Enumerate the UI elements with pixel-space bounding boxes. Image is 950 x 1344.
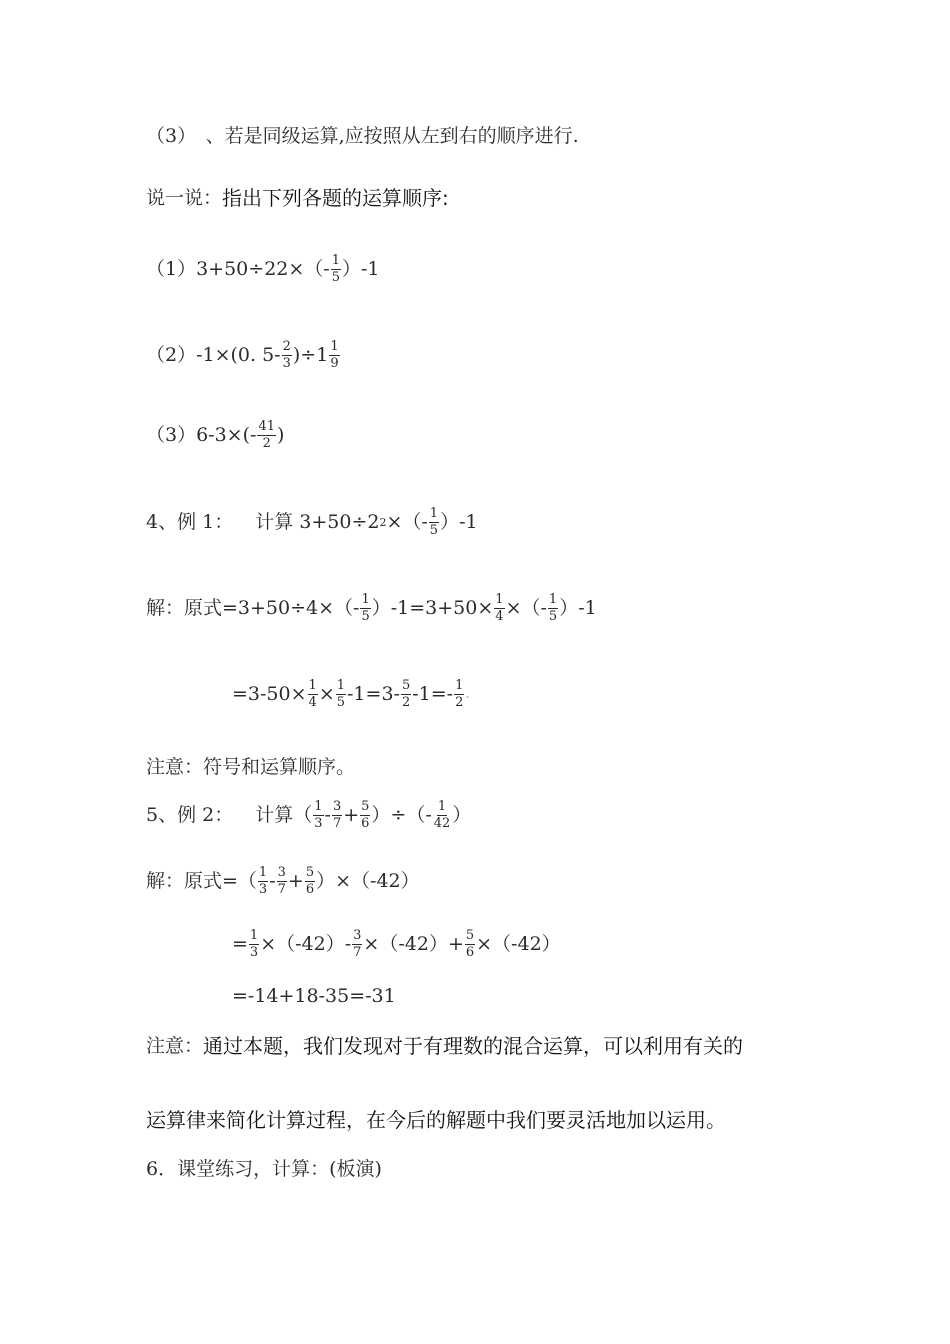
fraction: $\frac{1}{3}$ [314, 799, 323, 831]
fraction: $\frac{5}{6}$ [305, 865, 315, 897]
question-3: （3）6-3×(- $\frac{41}{2}$ ) [146, 419, 285, 451]
note-2-continued: 运算律来简化计算过程，在今后的解题中我们要灵活地加以运用。 [146, 1108, 726, 1132]
fraction: $\frac{3}{7}$ [332, 799, 342, 831]
say-prompt: 说一说： 指出下列各题的运算顺序: [146, 186, 449, 210]
fraction: $\frac{1}{5}$ [429, 506, 439, 538]
fraction: $\frac{1}{42}$ [433, 799, 451, 831]
example-2: 5、例 2： 计算（ $\frac{1}{3}$ - $\frac{3}{7}$ + $\frac{5}{6}$ ）÷（- $\frac{1}{42}$ ） [146, 799, 472, 831]
fraction: $\frac{3}{7}$ [277, 865, 286, 897]
fraction: $\frac{1}{9}$ [330, 339, 339, 371]
fraction: $\frac{5}{6}$ [361, 799, 370, 831]
fraction: $\frac{2}{3}$ [282, 339, 291, 371]
fraction: $\frac{5}{6}$ [465, 928, 475, 960]
solution-1-step-2: =3-50× $\frac{1}{4}$ × $\frac{1}{5}$ -1=3- $\frac{5}{2}$ -1=- $\frac{1}{2}$ . [232, 678, 470, 710]
solution-1: 解：原式=3+50÷4×（- $\frac{1}{5}$ ）-1=3+50× $\frac{1}{4}$ ×（- $\frac{1}{5}$ ）-1 [146, 592, 597, 624]
fraction: $\frac{1}{4}$ [308, 678, 317, 710]
solution-2-step-2: = $\frac{1}{3}$ ×（-42）- $\frac{3}{7}$ ×（-42）+ $\frac{5}{6}$ ×（-42） [232, 928, 561, 960]
practice-heading: 6．课堂练习，计算：(板演) [146, 1158, 382, 1180]
question-2: （2）-1×(0. 5- $\frac{2}{3}$ )÷1 $\frac{1}{9}$ [146, 339, 339, 371]
fraction: $\frac{1}{4}$ [495, 592, 504, 624]
rule-line-3: （3） 、若是同级运算,应按照从左到右的顺序进行. [146, 125, 579, 147]
solution-2: 解：原式=（ $\frac{1}{3}$ - $\frac{3}{7}$ + $\frac{5}{6}$ ）×（-42） [146, 865, 420, 897]
example-1: 4、例 1： 计算 3+50÷2 2 ×（- $\frac{1}{5}$ ）-1 [146, 506, 478, 538]
fraction: $\frac{1}{3}$ [249, 928, 259, 960]
fraction: $\frac{1}{5}$ [331, 253, 340, 285]
note-2: 注意： 通过本题，我们发现对于有理数的混合运算，可以利用有关的 [146, 1034, 744, 1058]
fraction: $\frac{1}{5}$ [361, 592, 370, 624]
fraction: $\frac{1}{2}$ [455, 678, 464, 710]
solution-2-result: =-14+18-35=-31 [232, 985, 396, 1007]
question-1: （1）3+50÷22×（- $\frac{1}{5}$ ）-1 [146, 253, 380, 285]
fraction: $\frac{1}{5}$ [336, 678, 346, 710]
note-1: 注意：符号和运算顺序。 [146, 756, 356, 778]
fraction: $\frac{3}{7}$ [353, 928, 362, 960]
fraction: $\frac{41}{2}$ [258, 419, 275, 451]
fraction: $\frac{5}{2}$ [401, 678, 411, 710]
fraction: $\frac{1}{3}$ [258, 865, 268, 897]
fraction: $\frac{1}{5}$ [548, 592, 558, 624]
